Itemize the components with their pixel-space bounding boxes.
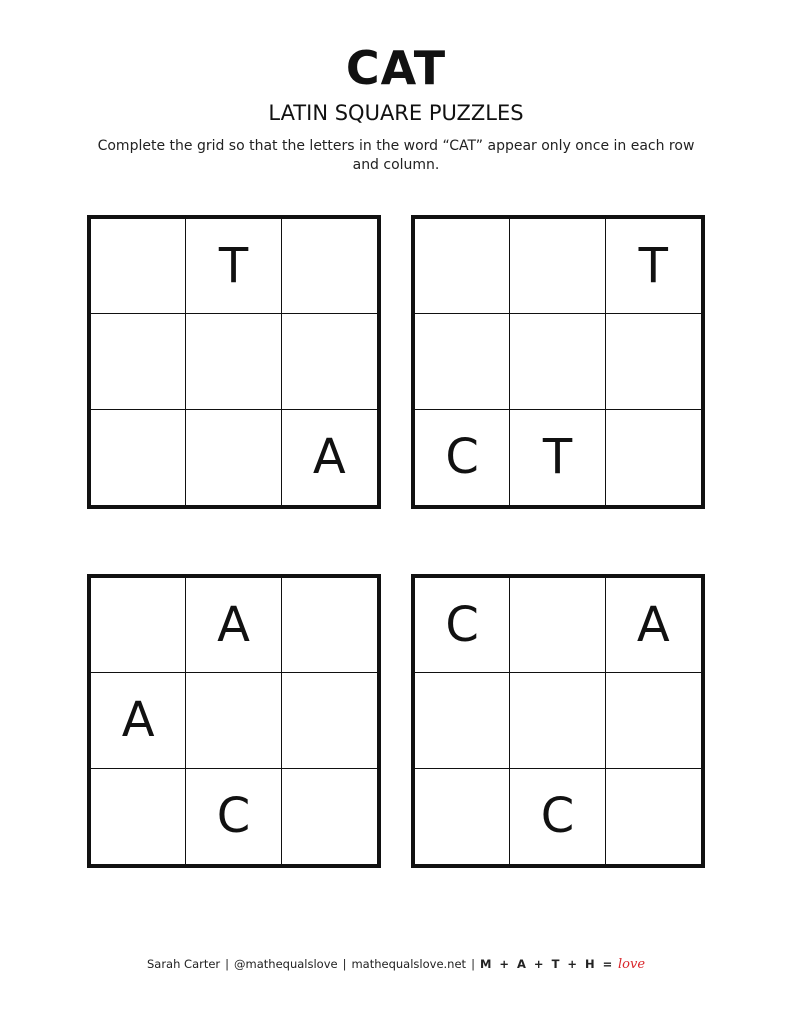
puzzle-cell[interactable] [510, 219, 605, 314]
footer-love-script: love [617, 957, 646, 972]
puzzle-cell[interactable]: A [186, 578, 281, 673]
puzzle-cell[interactable]: T [510, 410, 605, 505]
puzzle-cell[interactable]: C [415, 578, 510, 673]
puzzle-cell[interactable] [606, 314, 701, 409]
footer-separator: | [342, 957, 347, 971]
puzzle-cell[interactable] [91, 769, 186, 864]
puzzle-cell[interactable] [282, 314, 377, 409]
puzzle-cell[interactable]: A [91, 673, 186, 768]
puzzle-cell[interactable] [606, 410, 701, 505]
puzzle-cell[interactable]: T [186, 219, 281, 314]
puzzle-cell[interactable] [91, 578, 186, 673]
puzzle-cell[interactable] [282, 578, 377, 673]
puzzle-cell[interactable]: C [186, 769, 281, 864]
puzzle-cell[interactable] [282, 219, 377, 314]
footer-brand: M + A + T + H = [479, 957, 615, 971]
latin-square-puzzle-2 [411, 215, 705, 509]
puzzle-cell[interactable] [282, 769, 377, 864]
puzzle-cell[interactable]: A [606, 578, 701, 673]
page-title: CAT [345, 41, 447, 95]
puzzle-cell[interactable] [415, 219, 510, 314]
puzzle-cell[interactable] [510, 673, 605, 768]
puzzle-cell[interactable] [415, 673, 510, 768]
footer-separator: | [225, 957, 230, 971]
instructions-text: Complete the grid so that the letters in the word “CAT” appear only once in each row and column. [97, 138, 695, 173]
footer-site: mathequalslove.net [351, 957, 467, 971]
footer-handle: @mathequalslove [234, 957, 338, 971]
puzzle-cell[interactable]: C [510, 769, 605, 864]
page-footer [0, 956, 792, 973]
puzzle-cell[interactable] [91, 219, 186, 314]
latin-square-puzzle-4 [411, 574, 705, 868]
puzzle-cell[interactable] [415, 314, 510, 409]
puzzle-cell[interactable] [186, 314, 281, 409]
puzzle-cell[interactable]: C [415, 410, 510, 505]
puzzle-cell[interactable] [282, 673, 377, 768]
puzzle-cell[interactable]: A [312, 429, 346, 486]
puzzle-cell[interactable] [606, 769, 701, 864]
puzzle-cell[interactable] [91, 314, 186, 409]
puzzle-cell[interactable] [510, 314, 605, 409]
puzzle-cell[interactable] [510, 578, 605, 673]
latin-square-puzzle-3 [87, 574, 381, 868]
page-subtitle: LATIN SQUARE PUZZLES [268, 101, 524, 125]
footer-author: Sarah Carter [146, 957, 221, 971]
puzzle-cell[interactable] [186, 673, 281, 768]
puzzle-cell[interactable] [415, 769, 510, 864]
puzzle-cell[interactable] [91, 410, 186, 505]
puzzle-cell[interactable] [606, 673, 701, 768]
latin-square-puzzle-1 [87, 215, 381, 509]
puzzle-cell[interactable] [186, 410, 281, 505]
footer-separator: | [471, 957, 475, 971]
puzzle-cell[interactable]: T [606, 219, 701, 314]
